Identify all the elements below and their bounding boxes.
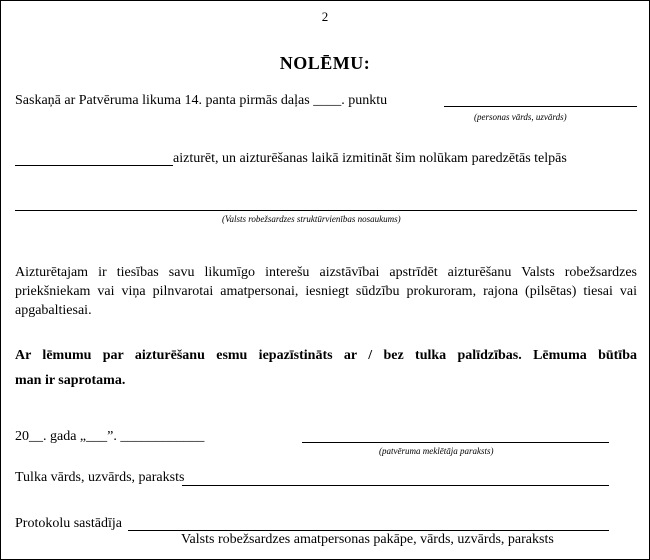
page-number: 2 (321, 9, 329, 24)
unit-name-field[interactable] (15, 210, 637, 211)
acknowledgement-statement (15, 343, 637, 393)
interpreter-signature-field[interactable] (182, 485, 609, 486)
protocol-author-field[interactable] (128, 530, 609, 531)
date-field[interactable]: 20__. gada „___”. ____________ (15, 429, 205, 444)
acknowledgement-line-2: man ir saprotama. (15, 373, 126, 388)
detention-blank-field[interactable] (15, 165, 173, 166)
detention-text: aizturēt, un aizturēšanas laikā izmitināt šim nolūkam paredzētās telpās (173, 151, 567, 166)
applicant-signature-caption: (patvēruma meklētāja paraksts) (379, 446, 494, 456)
protocol-label: Protokolu sastādīja (15, 516, 122, 531)
protocol-author-caption: Valsts robežsardzes amatpersonas pakāpe, vārds, uzvārds, paraksts (181, 532, 554, 547)
acknowledgement-line-1: Ar lēmumu par aizturēšanu esmu iepazīstināts ar / bez tulka palīdzības. Lēmuma būtība (15, 348, 637, 363)
person-name-caption: (personas vārds, uzvārds) (474, 112, 567, 122)
unit-name-caption: (Valsts robežsardzes struktūrvienības nosaukums) (222, 214, 401, 224)
applicant-signature-field[interactable] (302, 442, 609, 443)
document-heading: NOLĒMU: (279, 53, 371, 73)
interpreter-label: Tulka vārds, uzvārds, paraksts (15, 470, 185, 485)
legal-basis-text: Saskaņā ar Patvēruma likuma 14. panta pirmās daļas ____. punktu (15, 93, 388, 108)
rights-paragraph: Aizturētajam ir tiesības savu likumīgo interešu aizstāvībai apstrīdēt aizturēšanu Valsts robežsardzes priekšniekam vai viņa pilnvarotai amatpersonai, iesniegt sūdzību prokuroram, rajona (pilsētas) tiesai vai apgabaltiesai. (15, 265, 637, 318)
person-name-field[interactable] (444, 106, 637, 107)
